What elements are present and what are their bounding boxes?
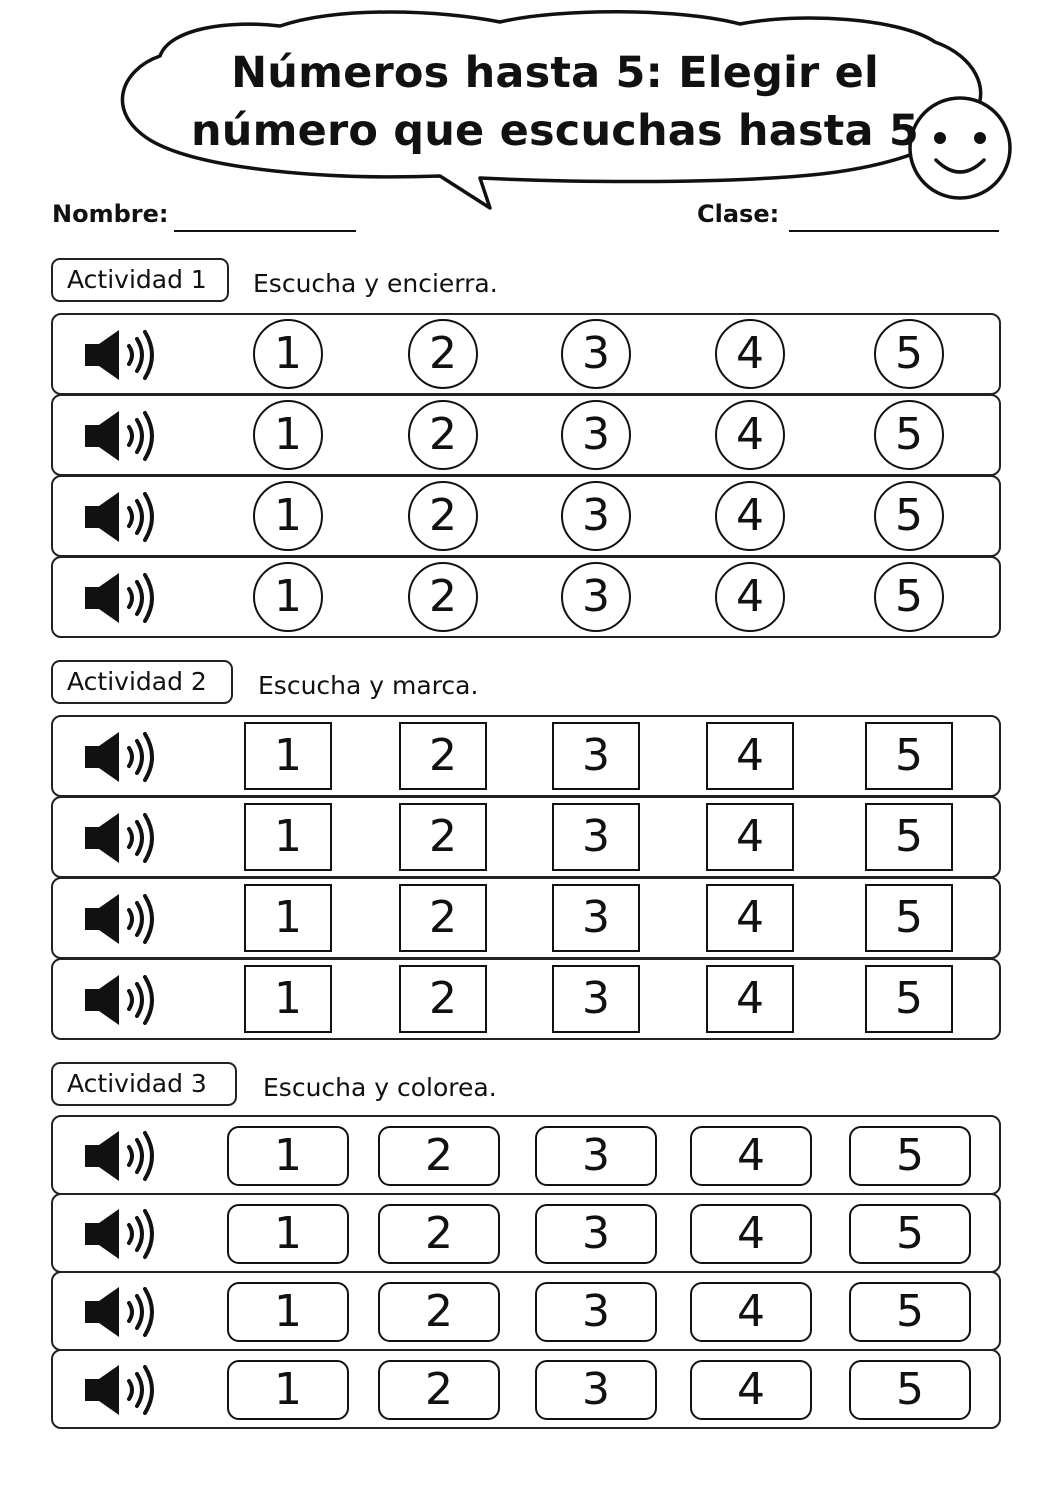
number-option-4[interactable]: 4 xyxy=(706,965,794,1033)
number-option-5[interactable]: 5 xyxy=(865,965,953,1033)
number-option-5[interactable]: 5 xyxy=(849,1282,971,1342)
number-option-3[interactable]: 3 xyxy=(552,965,640,1033)
page-title-line-1: Números hasta 5: Elegir el xyxy=(231,48,879,98)
exercise-row xyxy=(51,715,1001,797)
activity-1 xyxy=(0,258,1055,658)
number-option-2[interactable]: 2 xyxy=(378,1204,500,1264)
exercise-row xyxy=(51,1349,1001,1429)
number-option-4[interactable]: 4 xyxy=(690,1126,812,1186)
number-option-5[interactable]: 5 xyxy=(874,400,944,470)
number-option-1[interactable]: 1 xyxy=(253,562,323,632)
number-option-3[interactable]: 3 xyxy=(535,1204,657,1264)
number-option-2[interactable]: 2 xyxy=(378,1282,500,1342)
name-label: Nombre: xyxy=(52,200,169,228)
activity-2 xyxy=(0,660,1055,1060)
number-option-3[interactable]: 3 xyxy=(561,400,631,470)
number-option-3[interactable]: 3 xyxy=(535,1282,657,1342)
exercise-row xyxy=(51,475,1001,557)
number-option-4[interactable]: 4 xyxy=(706,884,794,952)
number-option-1[interactable]: 1 xyxy=(244,965,332,1033)
number-option-1[interactable]: 1 xyxy=(227,1204,349,1264)
number-option-5[interactable]: 5 xyxy=(849,1126,971,1186)
page-title xyxy=(160,44,950,160)
number-option-4[interactable]: 4 xyxy=(715,400,785,470)
number-option-3[interactable]: 3 xyxy=(561,319,631,389)
number-option-2[interactable]: 2 xyxy=(408,400,478,470)
number-option-1[interactable]: 1 xyxy=(253,319,323,389)
number-option-5[interactable]: 5 xyxy=(874,562,944,632)
name-field[interactable] xyxy=(174,230,356,232)
number-option-4[interactable]: 4 xyxy=(690,1282,812,1342)
number-option-3[interactable]: 3 xyxy=(535,1126,657,1186)
activity-instruction: Escucha y encierra. xyxy=(253,269,498,298)
page-title-line-2: número que escuchas hasta 5 xyxy=(190,106,920,156)
number-option-5[interactable]: 5 xyxy=(849,1204,971,1264)
number-option-4[interactable]: 4 xyxy=(715,481,785,551)
number-option-5[interactable]: 5 xyxy=(865,722,953,790)
number-option-2[interactable]: 2 xyxy=(399,884,487,952)
number-option-5[interactable]: 5 xyxy=(874,481,944,551)
number-option-4[interactable]: 4 xyxy=(690,1360,812,1420)
class-label: Clase: xyxy=(697,200,780,228)
exercise-row xyxy=(51,313,1001,395)
number-option-4[interactable]: 4 xyxy=(706,803,794,871)
exercise-row xyxy=(51,877,1001,959)
class-field[interactable] xyxy=(789,230,999,232)
number-option-2[interactable]: 2 xyxy=(399,803,487,871)
exercise-row xyxy=(51,1271,1001,1351)
number-option-3[interactable]: 3 xyxy=(535,1360,657,1420)
number-option-4[interactable]: 4 xyxy=(690,1204,812,1264)
exercise-row xyxy=(51,556,1001,638)
exercise-row xyxy=(51,796,1001,878)
activity-3 xyxy=(0,1062,1055,1462)
exercise-row xyxy=(51,1115,1001,1195)
number-option-3[interactable]: 3 xyxy=(561,481,631,551)
number-option-5[interactable]: 5 xyxy=(874,319,944,389)
number-option-1[interactable]: 1 xyxy=(227,1360,349,1420)
number-option-1[interactable]: 1 xyxy=(244,884,332,952)
activity-label: Actividad 1 xyxy=(51,258,229,302)
number-option-3[interactable]: 3 xyxy=(552,722,640,790)
number-option-2[interactable]: 2 xyxy=(399,722,487,790)
number-option-3[interactable]: 3 xyxy=(561,562,631,632)
number-option-2[interactable]: 2 xyxy=(408,562,478,632)
number-option-2[interactable]: 2 xyxy=(408,319,478,389)
number-option-5[interactable]: 5 xyxy=(865,803,953,871)
number-option-2[interactable]: 2 xyxy=(408,481,478,551)
number-option-2[interactable]: 2 xyxy=(378,1360,500,1420)
number-option-1[interactable]: 1 xyxy=(253,400,323,470)
number-option-2[interactable]: 2 xyxy=(399,965,487,1033)
number-option-5[interactable]: 5 xyxy=(865,884,953,952)
number-option-4[interactable]: 4 xyxy=(706,722,794,790)
exercise-row xyxy=(51,394,1001,476)
exercise-row xyxy=(51,1193,1001,1273)
number-option-4[interactable]: 4 xyxy=(715,562,785,632)
activity-label: Actividad 3 xyxy=(51,1062,237,1106)
activity-label: Actividad 2 xyxy=(51,660,233,704)
number-option-1[interactable]: 1 xyxy=(253,481,323,551)
number-option-2[interactable]: 2 xyxy=(378,1126,500,1186)
number-option-3[interactable]: 3 xyxy=(552,803,640,871)
number-option-4[interactable]: 4 xyxy=(715,319,785,389)
number-option-1[interactable]: 1 xyxy=(244,803,332,871)
exercise-row xyxy=(51,958,1001,1040)
number-option-5[interactable]: 5 xyxy=(849,1360,971,1420)
number-option-1[interactable]: 1 xyxy=(244,722,332,790)
number-option-1[interactable]: 1 xyxy=(227,1282,349,1342)
activity-instruction: Escucha y marca. xyxy=(258,671,479,700)
number-option-1[interactable]: 1 xyxy=(227,1126,349,1186)
number-option-3[interactable]: 3 xyxy=(552,884,640,952)
activity-instruction: Escucha y colorea. xyxy=(263,1073,497,1102)
